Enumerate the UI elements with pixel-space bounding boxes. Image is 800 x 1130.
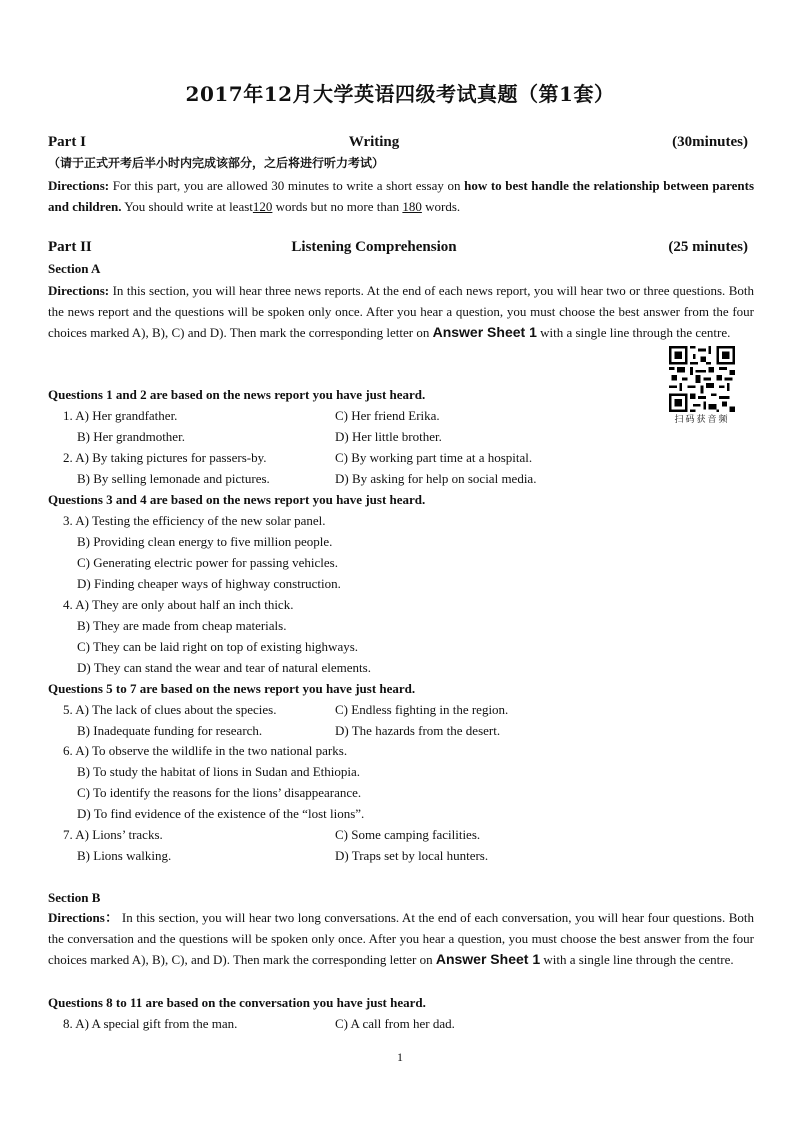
- q4-option-a: 4. A) They are only about half an inch thick.: [63, 597, 294, 612]
- q1-option-d: D) Her little brother.: [335, 429, 442, 444]
- q1-option-a: 1. A) Her grandfather.: [63, 408, 178, 423]
- section-b-heading: Section B: [48, 890, 101, 905]
- q6-option-a: 6. A) To observe the wildlife in the two national parks.: [63, 743, 348, 758]
- q2-option-c: C) By working part time at a hospital.: [335, 450, 533, 465]
- directions-text: In this section, you will hear three news reports. At the end of each news report, you will hear two or three questions. Both the news report and the questions will be spoken only once. After you hear a question, you must choose the best answer from the four choices marked A), B), C) and D). Then mark the corresponding letter on: [48, 283, 754, 340]
- q7-option-a: 7. A) Lions’ tracks.: [63, 827, 163, 842]
- q5-option-a: 5. A) The lack of clues about the species.: [63, 702, 277, 717]
- q2-option-d: D) By asking for help on social media.: [335, 471, 537, 486]
- q3-option-d: D) Finding cheaper ways of highway construction.: [77, 576, 341, 591]
- q7-option-d: D) Traps set by local hunters.: [335, 848, 489, 863]
- question-group-header: Questions 1 and 2 are based on the news report you have just heard.: [48, 387, 426, 402]
- q7-option-b: B) Lions walking.: [77, 848, 172, 863]
- q6-option-d: D) To find evidence of the existence of the “lost lions”.: [77, 806, 365, 821]
- part1-time: (30minutes): [672, 134, 748, 150]
- directions-text: words.: [421, 199, 461, 214]
- question-group-header: Questions 3 and 4 are based on the news report you have just heard.: [48, 492, 426, 507]
- essay-topic: how to best handle the relationship: [464, 178, 660, 193]
- answer-sheet-label: Answer Sheet 1: [432, 324, 537, 340]
- directions-text: In this section, you will hear two long conversations. At the end of each conversation, you will hear four questions. Both the conversation and the questions will be spoken only once. After you hear a question, you must choose the best answer from the four choices marked A), B), C), and D). Then mark the corresponding letter on: [48, 910, 754, 967]
- q4-option-b: B) They are made from cheap materials.: [77, 618, 287, 633]
- part1-label: Part I: [48, 134, 86, 150]
- q2-option-b: B) By selling lemonade and pictures.: [77, 471, 270, 486]
- q6-option-b: B) To study the habitat of lions in Sudan and Ethiopia.: [77, 764, 361, 779]
- answer-sheet-label: Answer Sheet 1: [435, 951, 541, 967]
- max-words: 180: [402, 199, 422, 214]
- q8-option-c: C) A call from her dad.: [335, 1016, 455, 1031]
- part1-header: [48, 134, 748, 154]
- directions-text: with a single line through the centre.: [543, 952, 734, 967]
- part2-label: Part II: [48, 239, 92, 255]
- q5-option-d: D) The hazards from the desert.: [335, 723, 501, 738]
- directions-text: You should write at least: [121, 199, 253, 214]
- qr-code-icon: [669, 346, 735, 412]
- q4-option-d: D) They can stand the wear and tear of natural elements.: [77, 660, 371, 675]
- page-title: 2017年12月大学英语四级考试真题（第1套）: [185, 82, 615, 106]
- directions-text: For this part, you are allowed 30 minutes to write a short essay on: [109, 178, 465, 193]
- section-a-heading: Section A: [48, 261, 101, 276]
- q1-option-c: C) Her friend Erika.: [335, 408, 440, 423]
- part1-directions: [48, 175, 754, 217]
- question-group-header: Questions 5 to 7 are based on the news report you have just heard.: [48, 681, 416, 696]
- question-group-header: Questions 8 to 11 are based on the conversation you have just heard.: [48, 995, 426, 1010]
- part2-name: Listening Comprehension: [291, 239, 457, 255]
- section-b-directions: [48, 907, 754, 970]
- q1-option-b: B) Her grandmother.: [77, 429, 185, 444]
- directions-text: with a single line through the centre.: [536, 325, 731, 340]
- q7-option-c: C) Some camping facilities.: [335, 827, 481, 842]
- q3-option-a: 3. A) Testing the efficiency of the new solar panel.: [63, 513, 326, 528]
- qr-caption: 扫码获音频: [674, 415, 730, 425]
- directions-text: words but no more than: [272, 199, 403, 214]
- part1-name: Writing: [348, 134, 400, 150]
- directions-label: Directions:: [48, 283, 110, 298]
- q3-option-b: B) Providing clean energy to five million people.: [77, 534, 333, 549]
- part1-note: （请于正式开考后半小时内完成该部分，之后将进行听力考试）: [48, 156, 385, 170]
- section-a-directions: [48, 280, 754, 343]
- min-words: 120: [252, 199, 273, 214]
- q3-option-c: C) Generating electric power for passing vehicles.: [77, 555, 338, 570]
- part2-header: [48, 239, 748, 259]
- directions-label: Directions:: [48, 178, 110, 193]
- q8-option-a: 8. A) A special gift from the man.: [63, 1016, 238, 1031]
- q5-option-b: B) Inadequate funding for research.: [77, 723, 263, 738]
- q6-option-c: C) To identify the reasons for the lions’ disappearance.: [77, 785, 362, 800]
- q5-option-c: C) Endless fighting in the region.: [335, 702, 509, 717]
- page-number: 1: [397, 1050, 403, 1064]
- essay-topic-cont: between parents and children.: [48, 178, 755, 214]
- directions-label: Directions：: [48, 910, 119, 925]
- part2-time: (25 minutes): [668, 239, 748, 255]
- q4-option-c: C) They can be laid right on top of existing highways.: [77, 639, 359, 654]
- q2-option-a: 2. A) By taking pictures for passers-by.: [63, 450, 267, 465]
